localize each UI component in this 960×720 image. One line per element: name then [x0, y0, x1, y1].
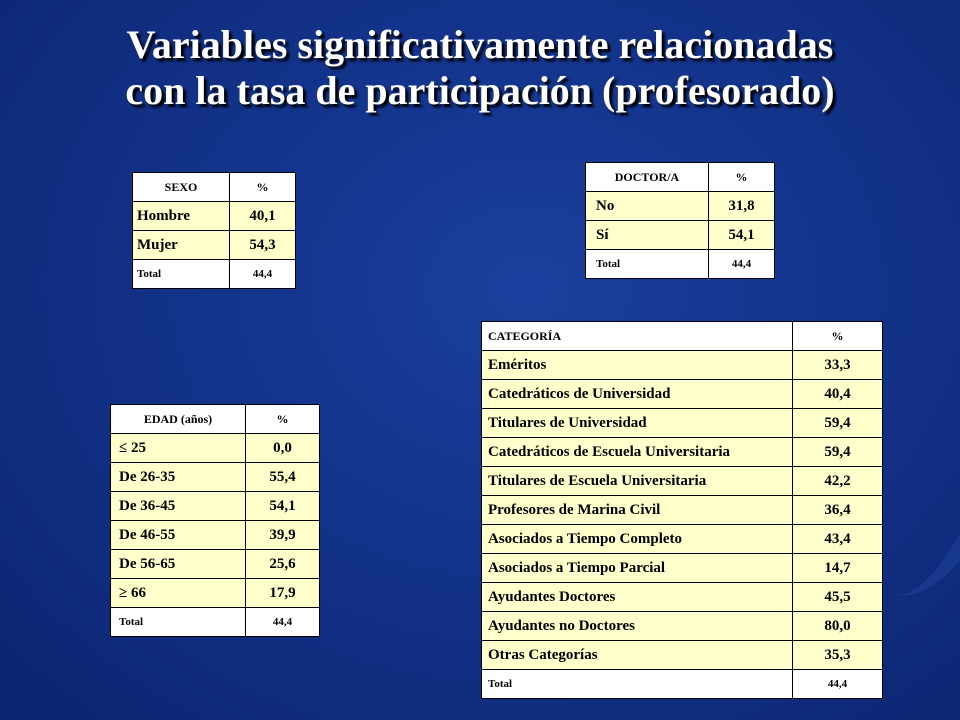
doctor-header-pct: %: [709, 163, 775, 192]
edad-total-row: [111, 608, 320, 637]
categoria-row-label: Titulares de Universidad: [482, 409, 793, 438]
edad-row-label: De 46-55: [111, 521, 246, 550]
categoria-row: [482, 496, 883, 525]
sexo-total-row: [133, 260, 296, 289]
doctor-total-row: [586, 250, 775, 279]
sexo-row-label: Mujer: [133, 231, 230, 260]
doctor-header-label: DOCTOR/A: [586, 163, 709, 192]
sexo-row-value: 54,3: [230, 231, 296, 260]
categoria-row-value: 80,0: [793, 612, 883, 641]
edad-header-row: [111, 405, 320, 434]
categoria-row-value: 33,3: [793, 351, 883, 380]
categoria-row: [482, 641, 883, 670]
sexo-row: [133, 202, 296, 231]
edad-row: [111, 492, 320, 521]
edad-table: [110, 404, 320, 637]
categoria-row-value: 42,2: [793, 467, 883, 496]
doctor-row: [586, 192, 775, 221]
sexo-row-value: 40,1: [230, 202, 296, 231]
categoria-row-label: Ayudantes no Doctores: [482, 612, 793, 641]
categoria-row-label: Profesores de Marina Civil: [482, 496, 793, 525]
title-line-1: Variables significativamente relacionadas: [126, 22, 834, 67]
sexo-total-value: 44,4: [230, 260, 296, 289]
categoria-row: [482, 409, 883, 438]
doctor-row-value: 54,1: [709, 221, 775, 250]
edad-header-pct: %: [246, 405, 320, 434]
categoria-row-label: Eméritos: [482, 351, 793, 380]
categoria-row: [482, 554, 883, 583]
edad-row-label: De 26-35: [111, 463, 246, 492]
categoria-row-label: Asociados a Tiempo Parcial: [482, 554, 793, 583]
edad-row-value: 39,9: [246, 521, 320, 550]
doctor-total-label: Total: [586, 250, 709, 279]
doctor-row: [586, 221, 775, 250]
edad-total-value: 44,4: [246, 608, 320, 637]
sexo-row-label: Hombre: [133, 202, 230, 231]
categoria-table: [481, 321, 883, 699]
doctor-table: [585, 162, 775, 279]
categoria-row: [482, 438, 883, 467]
doctor-total-value: 44,4: [709, 250, 775, 279]
categoria-row-label: Catedráticos de Escuela Universitaria: [482, 438, 793, 467]
categoria-header-row: [482, 322, 883, 351]
sexo-header-row: [133, 173, 296, 202]
edad-row-label: De 36-45: [111, 492, 246, 521]
edad-row-value: 55,4: [246, 463, 320, 492]
edad-row-value: 25,6: [246, 550, 320, 579]
categoria-row: [482, 351, 883, 380]
categoria-row-value: 40,4: [793, 380, 883, 409]
slide-title: [0, 22, 960, 114]
categoria-header-pct: %: [793, 322, 883, 351]
categoria-row-label: Catedráticos de Universidad: [482, 380, 793, 409]
doctor-row-label: No: [586, 192, 709, 221]
edad-row-value: 54,1: [246, 492, 320, 521]
sexo-row: [133, 231, 296, 260]
edad-row: [111, 550, 320, 579]
edad-row: [111, 521, 320, 550]
title-line-2: con la tasa de participación (profesorado): [125, 68, 835, 113]
categoria-row: [482, 525, 883, 554]
doctor-header-row: [586, 163, 775, 192]
categoria-row-value: 36,4: [793, 496, 883, 525]
edad-row-value: 0,0: [246, 434, 320, 463]
categoria-total-row: [482, 670, 883, 699]
categoria-row-value: 14,7: [793, 554, 883, 583]
edad-row: [111, 434, 320, 463]
categoria-total-label: Total: [482, 670, 793, 699]
sexo-header-pct: %: [230, 173, 296, 202]
edad-row-label: ≥ 66: [111, 579, 246, 608]
edad-row-label: De 56-65: [111, 550, 246, 579]
doctor-row-label: Sí: [586, 221, 709, 250]
categoria-row-value: 59,4: [793, 438, 883, 467]
categoria-row: [482, 467, 883, 496]
categoria-row: [482, 380, 883, 409]
categoria-row-value: 45,5: [793, 583, 883, 612]
sexo-table: [132, 172, 296, 289]
edad-row-value: 17,9: [246, 579, 320, 608]
categoria-row-label: Titulares de Escuela Universitaria: [482, 467, 793, 496]
sexo-header-label: SEXO: [133, 173, 230, 202]
categoria-row-value: 43,4: [793, 525, 883, 554]
sexo-total-label: Total: [133, 260, 230, 289]
doctor-row-value: 31,8: [709, 192, 775, 221]
categoria-row: [482, 612, 883, 641]
categoria-row-label: Otras Categorías: [482, 641, 793, 670]
categoria-row-label: Ayudantes Doctores: [482, 583, 793, 612]
edad-row-label: ≤ 25: [111, 434, 246, 463]
categoria-header-label: CATEGORÍA: [482, 322, 793, 351]
categoria-total-value: 44,4: [793, 670, 883, 699]
categoria-row-value: 59,4: [793, 409, 883, 438]
categoria-row-value: 35,3: [793, 641, 883, 670]
edad-header-label: EDAD (años): [111, 405, 246, 434]
edad-total-label: Total: [111, 608, 246, 637]
categoria-row: [482, 583, 883, 612]
edad-row: [111, 579, 320, 608]
edad-row: [111, 463, 320, 492]
categoria-row-label: Asociados a Tiempo Completo: [482, 525, 793, 554]
